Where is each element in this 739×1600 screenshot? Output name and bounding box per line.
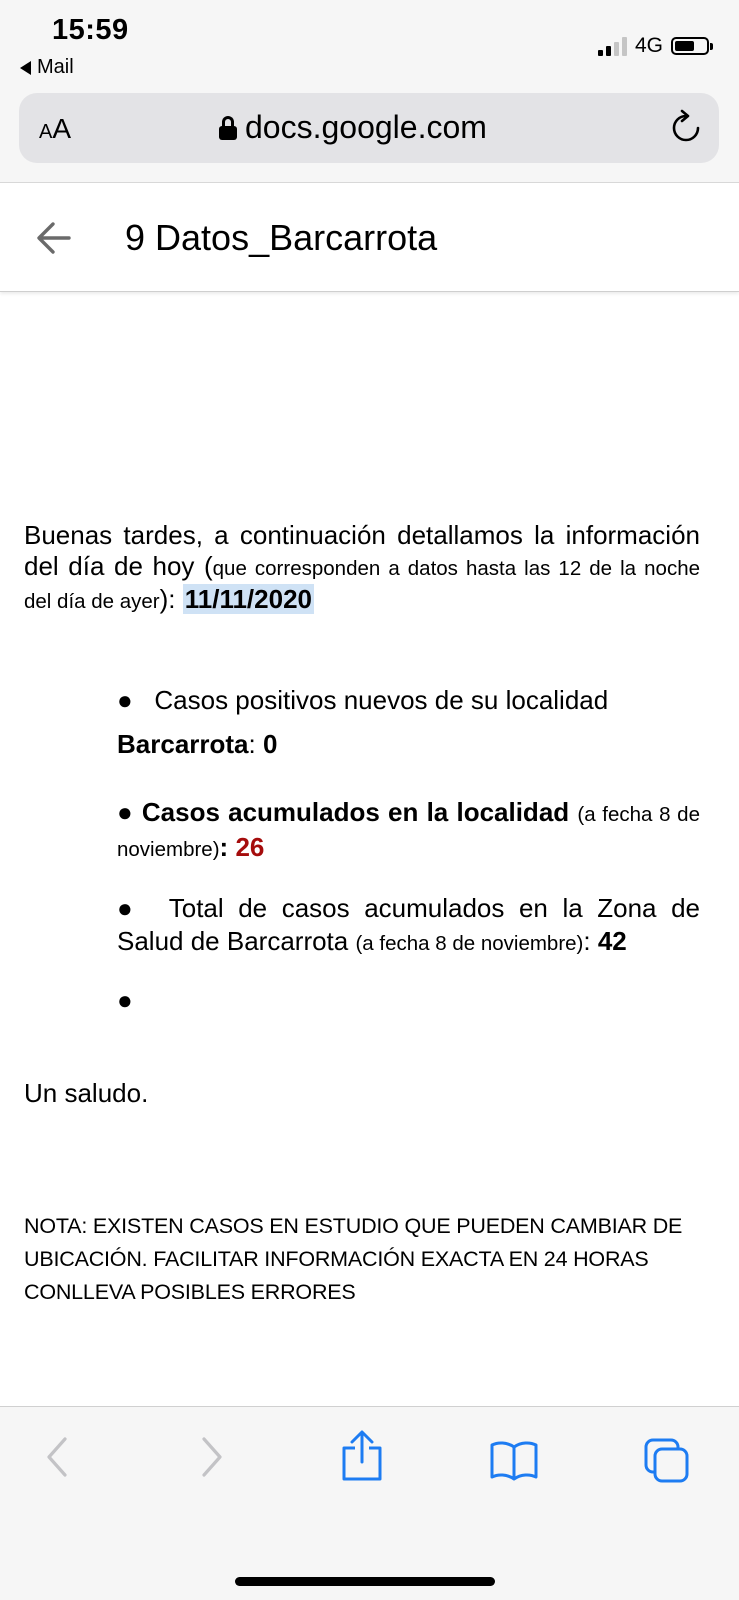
document-body	[24, 520, 700, 1304]
url-text: docs.google.com	[245, 109, 487, 145]
reload-icon[interactable]	[669, 109, 703, 152]
chevron-left-icon[interactable]	[44, 1435, 70, 1484]
network-label: 4G	[634, 34, 663, 57]
battery-icon	[671, 37, 709, 55]
address-bar[interactable]	[19, 93, 719, 163]
bullet-item: ● Casos positivos nuevos de su localidad Barcarrota: 0	[117, 685, 609, 759]
bottom-toolbar	[0, 1406, 739, 1600]
status-time: 15:59	[52, 14, 129, 46]
chevron-right-icon[interactable]	[199, 1435, 225, 1484]
back-to-mail-button[interactable]	[20, 56, 74, 79]
back-to-mail-label: Mail	[37, 56, 74, 78]
text-size-button[interactable]: AA	[39, 113, 72, 144]
lock-icon	[219, 116, 237, 140]
nota-text: NOTA: EXISTEN CASOS EN ESTUDIO QUE PUEDEN CAMBIAR DE UBICACIÓN. FACILITAR INFORMACIÓN EXACTA EN 24 HORAS CONLLEVA POSIBLES ERRORES	[24, 1214, 683, 1304]
arrow-left-icon[interactable]	[36, 221, 72, 260]
doc-header	[0, 182, 739, 292]
bullet-item: ● Casos acumulados en la localidad (a fecha 8 de noviembre): 26	[117, 797, 700, 862]
signal-icon	[598, 36, 627, 56]
value-red: 26	[235, 832, 265, 862]
bullet-item: ● Total de casos acumulados en la Zona de Salud de Barcarrota (a fecha 8 de noviembre): 42	[117, 893, 700, 956]
bullet-item: ●	[117, 985, 133, 1015]
status-bar	[0, 0, 739, 88]
intro-paragraph: Buenas tardes, a continuación detallamos la información del día de hoy (que corresponden a datos hasta las 12 de la noche del día de ayer): 11/11/2020	[24, 520, 700, 614]
home-indicator[interactable]	[235, 1577, 495, 1586]
doc-title: 9 Datos_Barcarrota	[125, 217, 438, 258]
url-display[interactable]	[219, 109, 487, 146]
closing-text: Un saludo.	[24, 1078, 149, 1108]
share-icon[interactable]	[340, 1429, 384, 1488]
bookmarks-icon[interactable]	[489, 1439, 539, 1486]
tabs-icon[interactable]	[643, 1437, 691, 1490]
status-indicators	[598, 34, 709, 58]
browser-toolbar	[0, 88, 739, 182]
date-highlight: 11/11/2020	[184, 584, 312, 614]
back-triangle-icon	[20, 61, 31, 75]
